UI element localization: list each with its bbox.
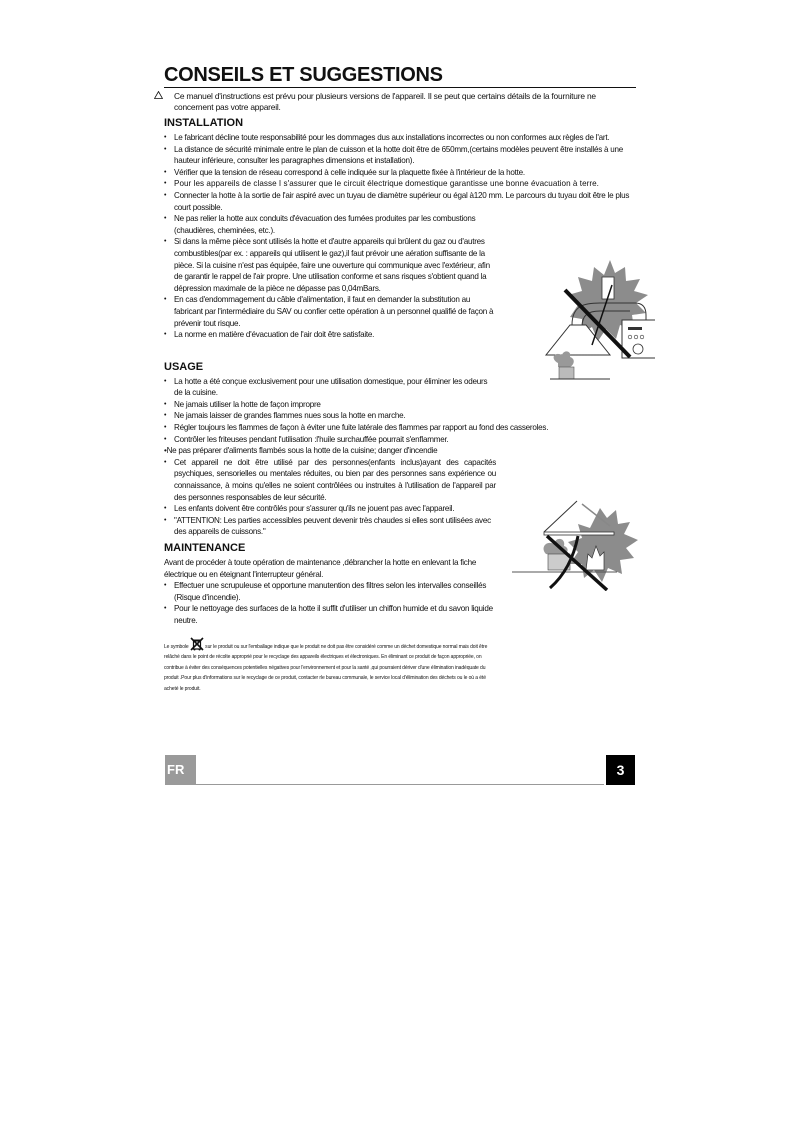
maintenance-intro: Avant de procéder à toute opération de maintenance ,débrancher la hotte en enlevant la fiche électrique ou en éteignant l'interrupteur général. (164, 558, 477, 579)
list-item: • Si dans la même pièce sont utilisés la hotte et d'autre appareils qui brûlent du gaz ou d'autres combustibles(par ex. : appareils qui utilisent le gaz),il faut prévoir une aération suffisante de la pièce. Si la cuisine n'est pas équipée, faire une ouverture qui communique avec l'extérieur, afin de garantir le rappel de l'air propre. Une utilisation conforme et sans risques s'obtient quand la dépression maximale de la pièce ne dépasse pas 0,04mBars. (164, 236, 496, 294)
crossed-bin-icon (190, 637, 204, 651)
list-item: • "ATTENTION: Les parties accessibles peuvent devenir très chaudes si elles sont utilisées avec des appareils de cuissons." (164, 515, 496, 538)
list-item: • Régler toujours les flammes de façon à éviter une fuite latérale des flammes par rapport au fond des casseroles. (164, 422, 636, 434)
list-item: • Cet appareil ne doit être utilisé par des personnes(enfants inclus)ayant des capacités psychiques, sensorielles ou mentales réduites, ou bien par des personnes sans expérience ou connaissance, à moins qu'elles ne soient contrôlées ou instruites à l'utilisation de l'appareil par des personnes responsables de leur sécurité. (164, 457, 496, 503)
figure-flambe-prohibited (512, 496, 642, 591)
list-item: • Ne jamais utiliser la hotte de façon impropre (164, 399, 636, 411)
list-item: • Connecter la hotte à la sortie de l'air aspiré avec un tuyau de diamètre supérieur ou égal à120 mm. Le parcours du tuyau doit être le plus court possible. (164, 190, 636, 213)
weee-text-before: Le symbole (164, 643, 189, 650)
figure-hood-gas-appliance-prohibited (530, 255, 655, 395)
list-item: • Contrôler les friteuses pendant l'utilisation :l'huile surchauffée pourrait s'enflammer. (164, 434, 636, 446)
list-item: • La distance de sécurité minimale entre le plan de cuisson et la hotte doit être de 650mm,(certains modèles peuvent être installés à une hauteur inférieure, consulter les paragraphes dimensions et installation). (164, 144, 636, 167)
list-item: • La hotte a été conçue exclusivement pour une utilisation domestique, pour éliminer les odeurs de la cuisine. (164, 376, 496, 399)
weee-disposal-note (164, 637, 494, 695)
installation-heading: INSTALLATION (164, 117, 244, 129)
page-footer (165, 755, 635, 785)
list-item: • Le fabricant décline toute responsabilité pour les dommages dus aux installations incorrectes ou non conformes aux règles de l'art. (164, 132, 636, 144)
list-item: • En cas d'endommagement du câble d'alimentation, il faut en demander la substitution au fabricant par l'intermédiaire du SAV ou confier cette opération à un personnel qualifié de façon à prévenir tout risque. (164, 294, 496, 329)
list-item: • Pour les appareils de classe I s'assurer que le circuit électrique domestique garantisse une bonne évacuation à terre. (164, 178, 636, 190)
warning-triangle-icon (164, 91, 174, 102)
intro-note (164, 91, 636, 113)
flambe-warning: •Ne pas préparer d'aliments flambés sous la hotte de la cuisine; danger d'incendie (164, 446, 438, 456)
list-item: • Les enfants doivent être contrôlés pour s'assurer qu'ils ne jouent pas avec l'appareil. (164, 503, 496, 515)
list-item: • Effectuer une scrupuleuse et opportune manutention des filtres selon les intervalles conseillés (Risque d'incendie). (164, 580, 496, 603)
list-item: • Ne pas relier la hotte aux conduits d'évacuation des fumées produites par les combustions (chaudières, cheminées, etc.). (164, 213, 496, 236)
page-number-badge: 3 (606, 755, 635, 785)
list-item: • Pour le nettoyage des surfaces de la hotte il suffit d'utiliser un chiffon humide et du savon liquide neutre. (164, 603, 496, 626)
list-item: • La norme en matière d'évacuation de l'air doit être satisfaite. (164, 329, 496, 341)
language-badge: FR (165, 755, 196, 785)
maintenance-heading: MAINTENANCE (164, 542, 246, 554)
footer-rule (196, 784, 604, 786)
page-title: CONSEILS ET SUGGESTIONS (164, 64, 636, 88)
list-item: • Vérifier que la tension de réseau correspond à celle indiquée sur la plaquette fixée à l'intérieur de la hotte. (164, 167, 636, 179)
weee-text-after: sur le produit ou sur l'emballage indique que le produit ne doit pas être considéré comme un déchet domestique normal mais doit être relâché dans le point de récolte approprié pour le recyclage des appareils électriques et électroniques. En éliminant ce produit de façon appropriée, on contribue à éviter des conséquences potentielles négatives pour l'environnement et pour la santé ,qui pourraient dériver d'une élimination inadéquate du produit .Pour plus d'informations sur le recyclage de ce produit, contacter rle bureau communale, le service local d'élimination des déchets ou le où a été acheté le produit. (164, 643, 488, 692)
usage-heading: USAGE (164, 360, 204, 373)
intro-text: Ce manuel d'instructions est prévu pour plusieurs versions de l'appareil. Il se peut que certains détails de la fourniture ne concernent pas votre appareil. (174, 91, 596, 112)
list-item: • Ne jamais laisser de grandes flammes nues sous la hotte en marche. (164, 410, 636, 422)
